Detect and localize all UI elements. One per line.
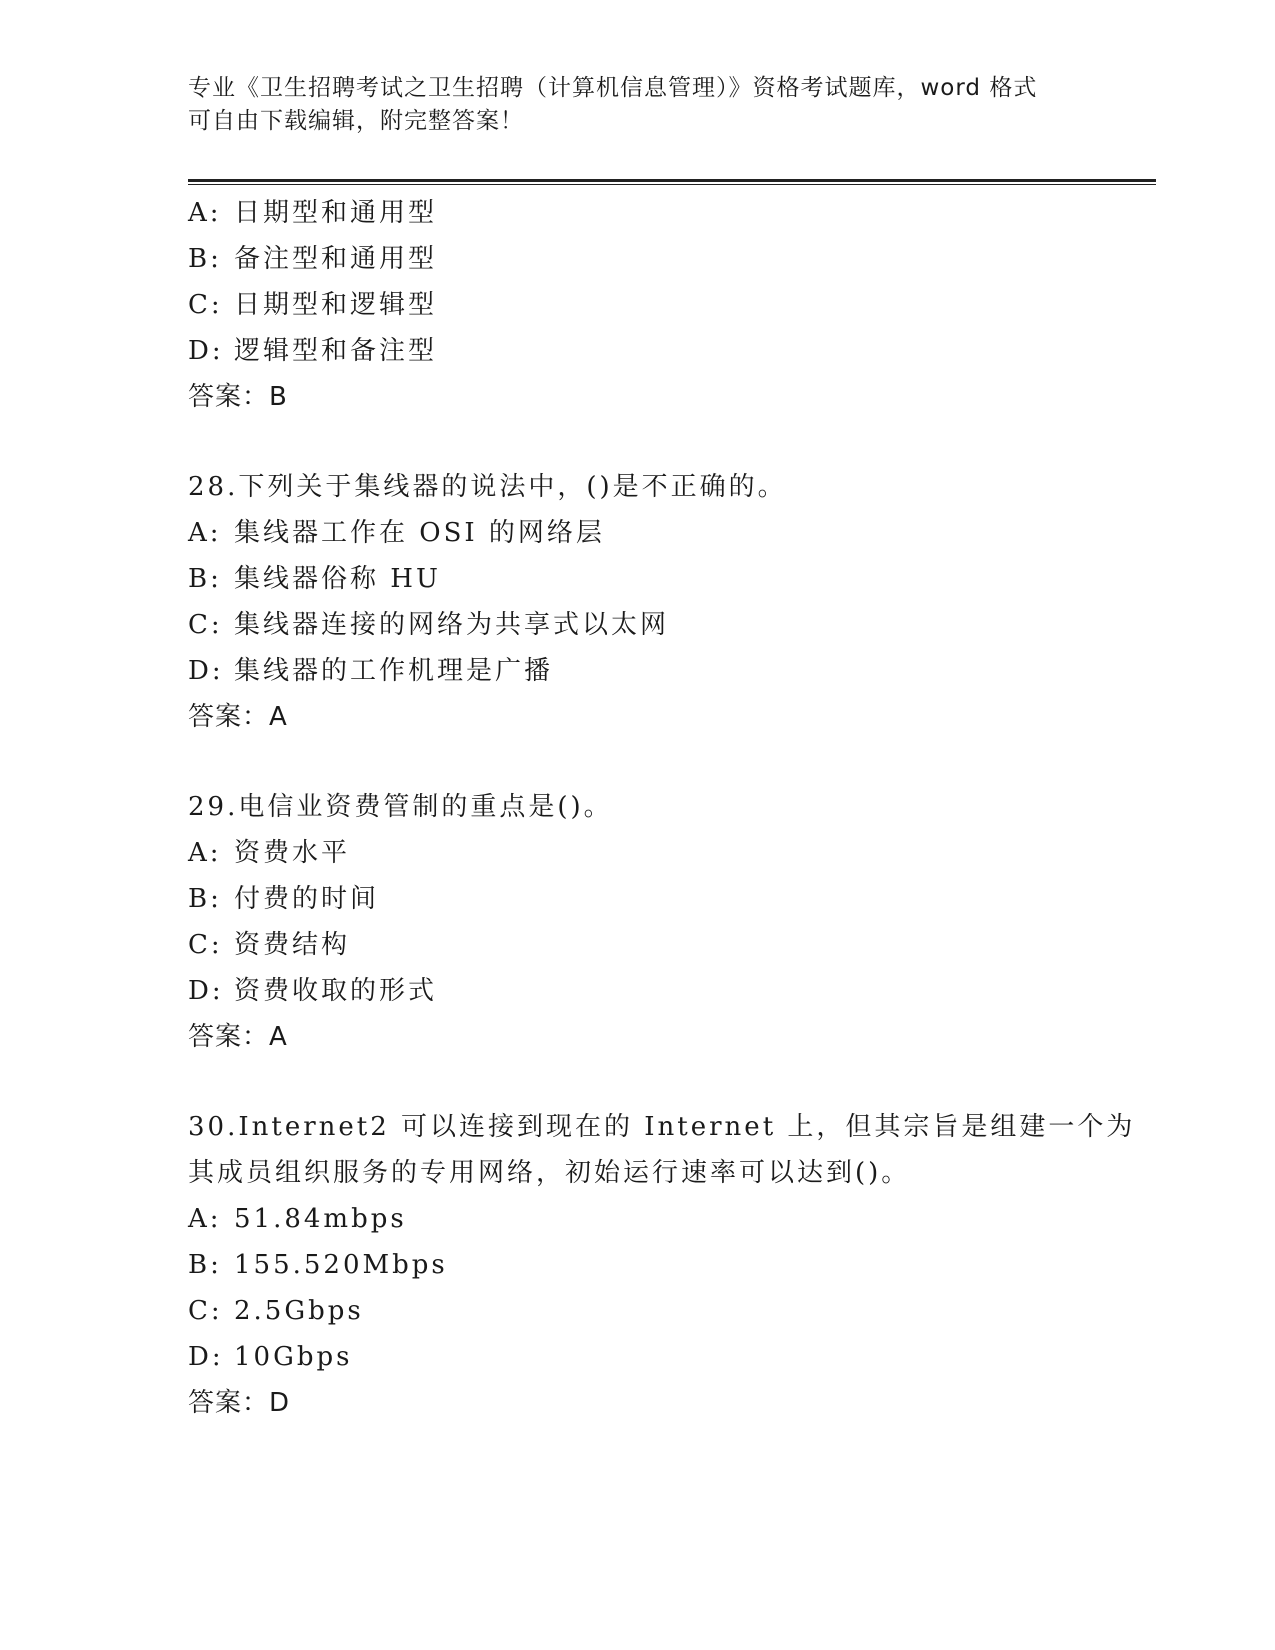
question-list <box>188 190 1148 1426</box>
header-divider <box>188 179 1156 185</box>
option-c: C: 资费结构 <box>188 930 351 960</box>
option-d: D: 逻辑型和备注型 <box>188 336 438 366</box>
option-a: A: 51.84mbps <box>188 1204 407 1234</box>
option-d: D: 资费收取的形式 <box>188 976 438 1006</box>
document-header <box>188 72 1088 138</box>
question-stem: 29.电信业资费管制的重点是()。 <box>188 792 613 822</box>
answer-line: 答案：A <box>188 1022 288 1052</box>
question-29 <box>188 784 1148 1060</box>
question-28 <box>188 464 1148 740</box>
option-a: A: 资费水平 <box>188 838 351 868</box>
option-c: C: 日期型和逻辑型 <box>188 290 438 320</box>
answer-line: 答案：D <box>188 1388 291 1418</box>
answer-line: 答案：A <box>188 702 288 732</box>
question-stem-line-2: 其成员组织服务的专用网络，初始运行速率可以达到()。 <box>188 1158 911 1188</box>
question-27-continued <box>188 190 1148 420</box>
question-stem: 28.下列关于集线器的说法中，()是不正确的。 <box>188 472 787 502</box>
option-b: B: 付费的时间 <box>188 884 380 914</box>
option-b: B: 备注型和通用型 <box>188 244 438 274</box>
header-line-2: 可自由下载编辑，附完整答案！ <box>188 108 524 134</box>
option-b: B: 集线器俗称 HU <box>188 564 441 594</box>
question-30 <box>188 1104 1148 1426</box>
option-b: B: 155.520Mbps <box>188 1250 448 1280</box>
header-line-1: 专业《卫生招聘考试之卫生招聘（计算机信息管理）》资格考试题库，word 格式 <box>188 75 1038 101</box>
option-a: A: 日期型和通用型 <box>188 198 438 228</box>
question-stem-line-1: 30.Internet2 可以连接到现在的 Internet 上，但其宗旨是组建一个为 <box>188 1112 1136 1142</box>
option-a: A: 集线器工作在 OSI 的网络层 <box>188 518 605 548</box>
answer-line: 答案：B <box>188 382 288 412</box>
option-d: D: 10Gbps <box>188 1342 353 1372</box>
option-d: D: 集线器的工作机理是广播 <box>188 656 554 686</box>
option-c: C: 2.5Gbps <box>188 1296 364 1326</box>
option-c: C: 集线器连接的网络为共享式以太网 <box>188 610 670 640</box>
